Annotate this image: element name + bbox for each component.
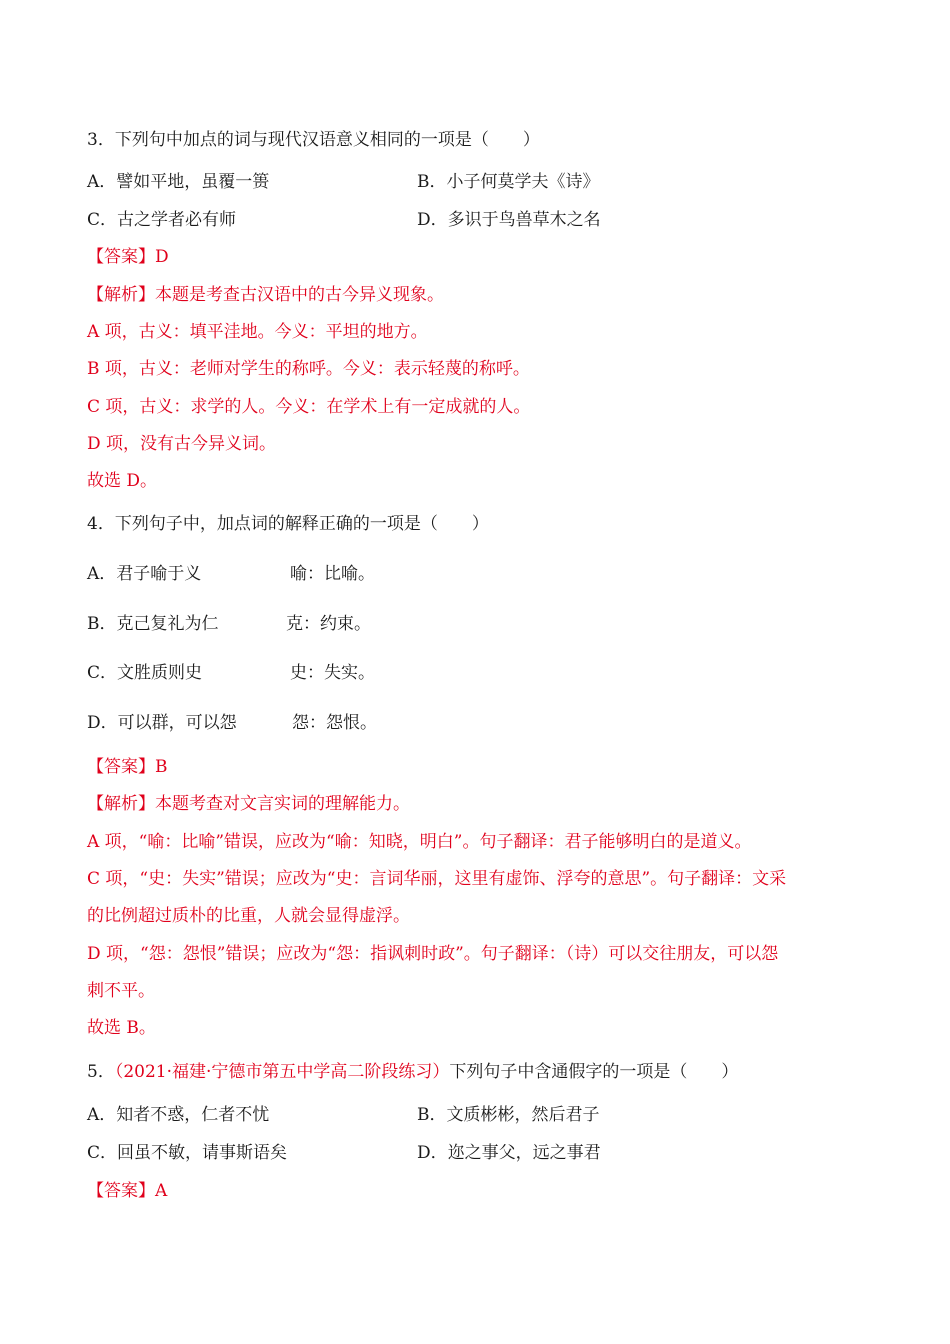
question-source: （2021·福建·宁德市第五中学高二阶段练习）: [114, 1062, 450, 1082]
q4-analysis-line: D 项，“怨：怨恨”错误；应改为“怨：指讽刺时政”。句子翻译：（诗）可以交往朋友，可以怨: [87, 944, 779, 964]
q4-analysis-line: 的比例超过质朴的比重，人就会显得虚浮。: [87, 906, 410, 926]
answer-value: D: [155, 247, 169, 267]
q5-option-a: A．知者不惑，仁者不忧: [87, 1105, 270, 1125]
q3-option-a: A．譬如平地，虽覆一篑: [87, 172, 270, 192]
analysis-tag: 【解析】: [87, 285, 155, 305]
q4-analysis-line: A 项，“喻：比喻”错误，应改为“喻：知晓，明白”。句子翻译：君子能够明白的是道义。: [87, 832, 752, 852]
q4-conclusion: 故选 B。: [87, 1018, 156, 1038]
analysis-intro: 本题是考查古汉语中的古今异义现象。: [155, 285, 444, 305]
option-definition: 克：约束。: [286, 614, 371, 634]
q3-analysis: [87, 284, 444, 306]
q3-option-d: D．多识于鸟兽草木之名: [417, 210, 601, 230]
q3-analysis-line: C 项，古义：求学的人。今义：在学术上有一定成就的人。: [87, 397, 531, 417]
q3-answer: [87, 246, 169, 268]
q5-option-c: C．回虽不敏，请事斯语矣: [87, 1143, 288, 1163]
q3-conclusion: 故选 D。: [87, 471, 158, 491]
q4-analysis-line: 刺不平。: [87, 981, 155, 1001]
answer-value: B: [155, 757, 168, 777]
answer-tag: 【答案】: [87, 1181, 155, 1201]
q4-answer: [87, 756, 168, 778]
analysis-intro: 本题考查对文言实词的理解能力。: [155, 794, 410, 814]
question-text: 下列句子中含通假字的一项是（ ）: [449, 1062, 739, 1082]
q5-stem: [87, 1061, 738, 1083]
analysis-tag: 【解析】: [87, 794, 155, 814]
q5-option-d: D．迩之事父，远之事君: [417, 1143, 601, 1163]
option-sentence: C．文胜质则史: [87, 663, 203, 683]
q3-option-c: C．古之学者必有师: [87, 210, 237, 230]
q4-option-c: [87, 662, 375, 684]
q3-option-b: B．小子何莫学夫《诗》: [417, 172, 600, 192]
option-definition: 史：失实。: [290, 663, 375, 683]
q4-analysis-line: C 项，“史：失实”错误；应改为“史：言词华丽，这里有虚饰、浮夸的意思”。句子翻译：文采: [87, 869, 787, 889]
q5-option-b: B．文质彬彬，然后君子: [417, 1105, 600, 1125]
answer-tag: 【答案】: [87, 247, 155, 267]
option-sentence: D．可以群，可以怨: [87, 713, 237, 733]
q3-analysis-line: B 项，古义：老师对学生的称呼。今义：表示轻蔑的称呼。: [87, 359, 530, 379]
q4-option-a: [87, 563, 375, 585]
question-number: 5．: [87, 1062, 115, 1082]
q4-stem: 4．下列句子中，加点词的解释正确的一项是（ ）: [87, 514, 489, 534]
option-sentence: B．克己复礼为仁: [87, 614, 219, 634]
option-definition: 喻：比喻。: [290, 564, 375, 584]
answer-value: A: [155, 1181, 168, 1201]
q4-option-d: [87, 712, 377, 734]
q4-option-b: [87, 613, 371, 635]
option-sentence: A．君子喻于义: [87, 564, 202, 584]
q5-answer: [87, 1180, 167, 1202]
q3-analysis-line: A 项，古义：填平洼地。今义：平坦的地方。: [87, 322, 428, 342]
answer-tag: 【答案】: [87, 757, 155, 777]
option-definition: 怨：怨恨。: [292, 713, 377, 733]
q3-analysis-line: D 项，没有古今异义词。: [87, 434, 277, 454]
q3-stem: 3．下列句中加点的词与现代汉语意义相同的一项是（ ）: [87, 130, 540, 150]
q4-analysis: [87, 793, 410, 815]
